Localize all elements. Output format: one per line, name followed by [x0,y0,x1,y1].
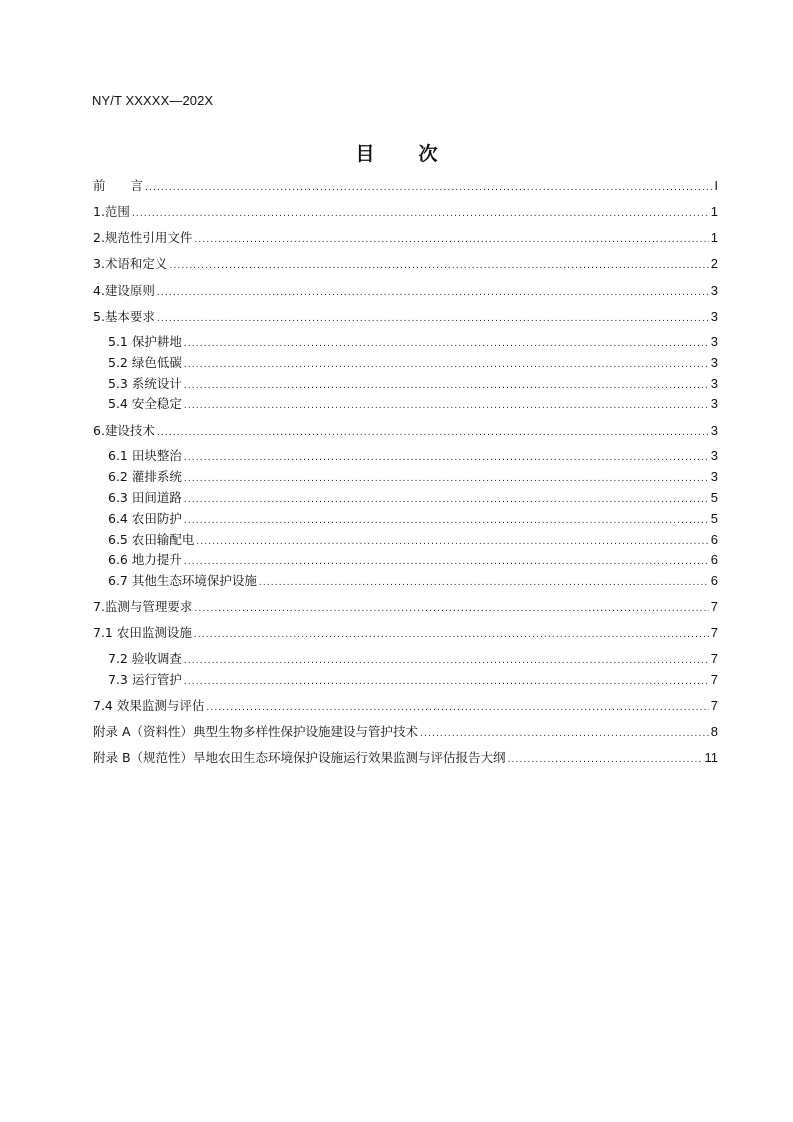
toc-entry-basic-requirements[interactable] [93,309,718,327]
toc-leader-dots [184,378,709,394]
toc-entry-5-1[interactable] [108,334,718,352]
toc-page-number: 1 [710,230,718,245]
toc-entry-label: 7.1 农田监测设施 [93,625,192,640]
toc-entry-label: 5.基本要求 [93,309,155,324]
toc-entry-normative-references[interactable] [93,230,718,248]
toc-page-number: 3 [710,396,718,411]
toc-entry-6-2[interactable] [108,469,718,487]
toc-entry-label: 附录 B（规范性）旱地农田生态环境保护设施运行效果监测与评估报告大纲 [93,750,506,765]
toc-page-number: 6 [710,573,718,588]
toc-leader-dots [420,726,709,742]
toc-entry-terms[interactable] [93,256,718,274]
toc-leader-dots [184,471,709,487]
toc-entry-label: 5.1 保护耕地 [108,334,182,349]
toc-page-number: 7 [710,599,718,614]
toc-entry-label: 6.2 灌排系统 [108,469,182,484]
toc-page-number: 5 [710,511,718,526]
toc-page-number: 3 [710,283,718,298]
toc-entry-label: 6.4 农田防护 [108,511,182,526]
toc-entry-appendix-a[interactable] [93,724,718,742]
toc-page-number: 7 [710,672,718,687]
toc-leader-dots [157,311,709,327]
toc-leader-dots [194,232,708,248]
toc-leader-dots [184,398,709,414]
toc-page-number: 6 [710,552,718,567]
toc-entry-label: 3.术语和定义 [93,256,168,271]
toc-leader-dots [184,513,709,529]
toc-page-number: 3 [710,355,718,370]
toc-entry-label: 5.3 系统设计 [108,376,182,391]
toc-entry-6-6[interactable] [108,552,718,570]
toc-leader-dots [132,206,709,222]
toc-entry-6-4[interactable] [108,511,718,529]
toc-leader-dots [184,336,709,352]
toc-leader-dots [169,258,708,274]
toc-entry-6-1[interactable] [108,448,718,466]
toc-entry-7-4[interactable] [93,698,718,716]
toc-page-number: 6 [710,532,718,547]
toc-entry-6-5[interactable] [108,532,718,550]
toc-leader-dots [184,554,709,570]
toc-entry-label: 2.规范性引用文件 [93,230,193,245]
toc-page-number: 5 [710,490,718,505]
toc-entry-5-3[interactable] [108,376,718,394]
toc-leader-dots [194,601,708,617]
toc-leader-dots [184,357,709,373]
toc-entry-preface[interactable] [93,178,718,196]
toc-page-number: 3 [710,469,718,484]
toc-entry-7-3[interactable] [108,672,718,690]
toc-leader-dots [145,180,712,196]
toc-page-number: 3 [710,448,718,463]
toc-entry-label: 7.监测与管理要求 [93,599,193,614]
toc-entry-label: 7.4 效果监测与评估 [93,698,205,713]
toc-page-number: 3 [710,309,718,324]
toc-entry-scope[interactable] [93,204,718,222]
toc-entry-label: 4.建设原则 [93,283,155,298]
toc-entry-label: 5.4 安全稳定 [108,396,182,411]
toc-page-number: 3 [710,376,718,391]
toc-entry-6-3[interactable] [108,490,718,508]
toc-leader-dots [184,653,709,669]
toc-entry-5-2[interactable] [108,355,718,373]
toc-leader-dots [184,674,709,690]
toc-page-number: 3 [710,423,718,438]
toc-title-part1: 目 [355,143,375,165]
toc-entry-label: 5.2 绿色低碳 [108,355,182,370]
toc-entry-label: 附录 A（资料性）典型生物多样性保护设施建设与管护技术 [93,724,419,739]
toc-page-number: 2 [710,256,718,271]
toc-page-number: I [714,178,718,193]
toc-page-number: 7 [710,625,718,640]
toc-entry-construction-tech[interactable] [93,423,718,441]
toc-entry-label: 6.建设技术 [93,423,155,438]
toc-leader-dots [196,534,708,550]
toc-entry-label: 6.5 农田输配电 [108,532,195,547]
toc-entry-label: 6.1 田块整治 [108,448,182,463]
toc-leader-dots [184,450,709,466]
toc-leader-dots [157,285,709,301]
toc-leader-dots [157,425,709,441]
toc-entry-label: 1.范围 [93,204,130,219]
toc-entry-appendix-b[interactable] [93,750,718,768]
toc-entry-5-4[interactable] [108,396,718,414]
toc-entry-label: 6.3 田间道路 [108,490,182,505]
toc-page-number: 7 [710,651,718,666]
toc-leader-dots [508,752,703,768]
toc-entry-7-1[interactable] [93,625,718,643]
toc-leader-dots [206,700,708,716]
toc-title-part2: 次 [418,143,438,165]
toc-page-number: 7 [710,698,718,713]
toc-leader-dots [259,575,709,591]
toc-leader-dots [184,492,709,508]
document-code: NY/T XXXXX—202X [92,93,214,108]
toc-page-number: 1 [710,204,718,219]
toc-entry-label: 7.2 验收调查 [108,651,182,666]
toc-page-number: 8 [710,724,718,739]
toc-entry-label: 前 言 [93,178,144,193]
toc-entry-label: 7.3 运行管护 [108,672,182,687]
toc-leader-dots [194,627,709,643]
toc-entry-label: 6.7 其他生态环境保护设施 [108,573,257,588]
toc-entry-7-2[interactable] [108,651,718,669]
toc-entry-principles[interactable] [93,283,718,301]
toc-entry-6-7[interactable] [108,573,718,591]
toc-entry-monitoring[interactable] [93,599,718,617]
toc-page-number: 11 [704,750,718,765]
toc-entry-label: 6.6 地力提升 [108,552,182,567]
toc-page-number: 3 [710,334,718,349]
